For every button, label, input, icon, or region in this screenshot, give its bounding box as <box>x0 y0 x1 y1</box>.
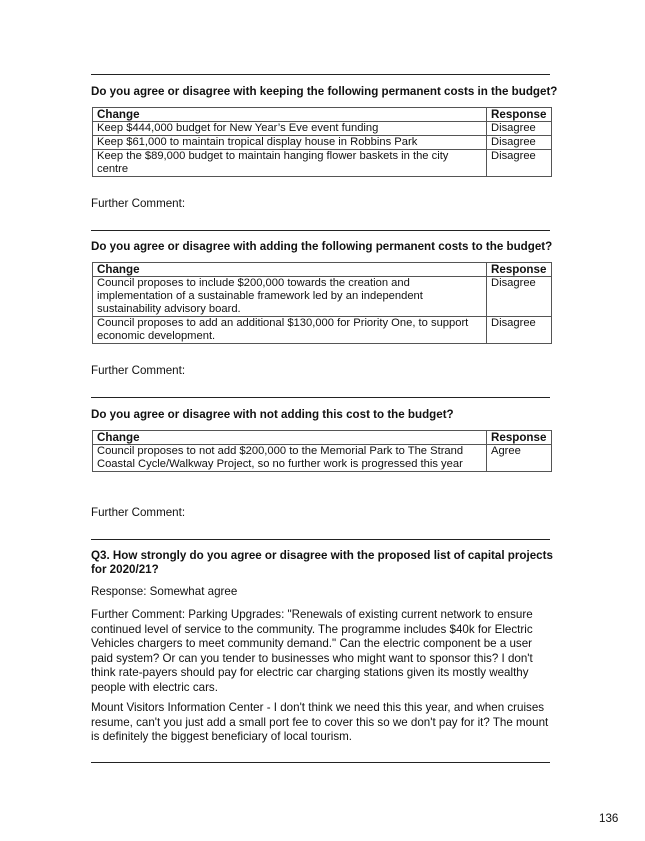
response-cell: Disagree <box>487 150 552 177</box>
page-number: 136 <box>599 812 619 825</box>
table-row <box>93 136 552 150</box>
divider <box>91 539 550 540</box>
further-comment-label: Further Comment: <box>91 364 186 377</box>
table-row <box>93 122 552 136</box>
table-header-row <box>93 108 552 122</box>
change-cell: Keep $444,000 budget for New Year’s Eve event funding <box>93 122 487 136</box>
change-cell: Council proposes to not add $200,000 to the Memorial Park to The Strand Coastal Cycle/Walkway Project, so no further work is progressed this year <box>93 445 487 472</box>
question-heading-1: Do you agree or disagree with keeping the following permanent costs in the budget? <box>91 85 558 98</box>
divider <box>91 74 550 75</box>
response-cell: Disagree <box>487 122 552 136</box>
response-cell: Disagree <box>487 277 552 317</box>
column-header-response: Response <box>487 431 552 445</box>
column-header-response: Response <box>487 108 552 122</box>
change-cell: Council proposes to add an additional $130,000 for Priority One, to support economic development. <box>93 317 487 344</box>
response-cell: Disagree <box>487 136 552 150</box>
change-cell: Keep the $89,000 budget to maintain hanging flower baskets in the city centre <box>93 150 487 177</box>
question-heading-2: Do you agree or disagree with adding the following permanent costs to the budget? <box>91 240 553 253</box>
table-header-row <box>93 431 552 445</box>
q3-response: Response: Somewhat agree <box>91 585 238 598</box>
column-header-response: Response <box>487 263 552 277</box>
response-cell: Agree <box>487 445 552 472</box>
column-header-change: Change <box>93 431 487 445</box>
question-heading-3: Do you agree or disagree with not adding this cost to the budget? <box>91 408 454 421</box>
table-header-row <box>93 263 552 277</box>
q3-further-comment: Further Comment: Parking Upgrades: "Renewals of existing current network to ensure continued level of service to the community. The programme includes $40k for Electric Vehicles chargers to meet community demand." Can the electric component be a user paid system? Or can you tender to businesses who might want to sponsor this? I don't think rate-payers should pay for electric car charging stations given its mostly wealthy people with electric cars. <box>91 608 533 694</box>
q3-heading: Q3. How strongly do you agree or disagree with the proposed list of capital projects for 2020/21? <box>91 549 553 576</box>
costs-table-2 <box>92 262 552 344</box>
change-cell: Keep $61,000 to maintain tropical display house in Robbins Park <box>93 136 487 150</box>
table-row <box>93 445 552 472</box>
change-cell: Council proposes to include $200,000 towards the creation and implementation of a sustainable framework led by an independent sustainability advisory board. <box>93 277 487 317</box>
divider <box>91 762 550 763</box>
table-row <box>93 277 552 317</box>
further-comment-label: Further Comment: <box>91 506 186 519</box>
divider <box>91 397 550 398</box>
table-row <box>93 150 552 177</box>
column-header-change: Change <box>93 263 487 277</box>
costs-table-3 <box>92 430 552 472</box>
table-row <box>93 317 552 344</box>
divider <box>91 230 550 231</box>
further-comment-label: Further Comment: <box>91 197 186 210</box>
column-header-change: Change <box>93 108 487 122</box>
response-cell: Disagree <box>487 317 552 344</box>
q3-comment-continued: Mount Visitors Information Center - I don't think we need this this year, and when cruises resume, can't you just add a small port fee to cover this so we don't pay for it? The mount is definitely the biggest beneficiary of local tourism. <box>91 701 549 743</box>
costs-table-1 <box>92 107 552 177</box>
